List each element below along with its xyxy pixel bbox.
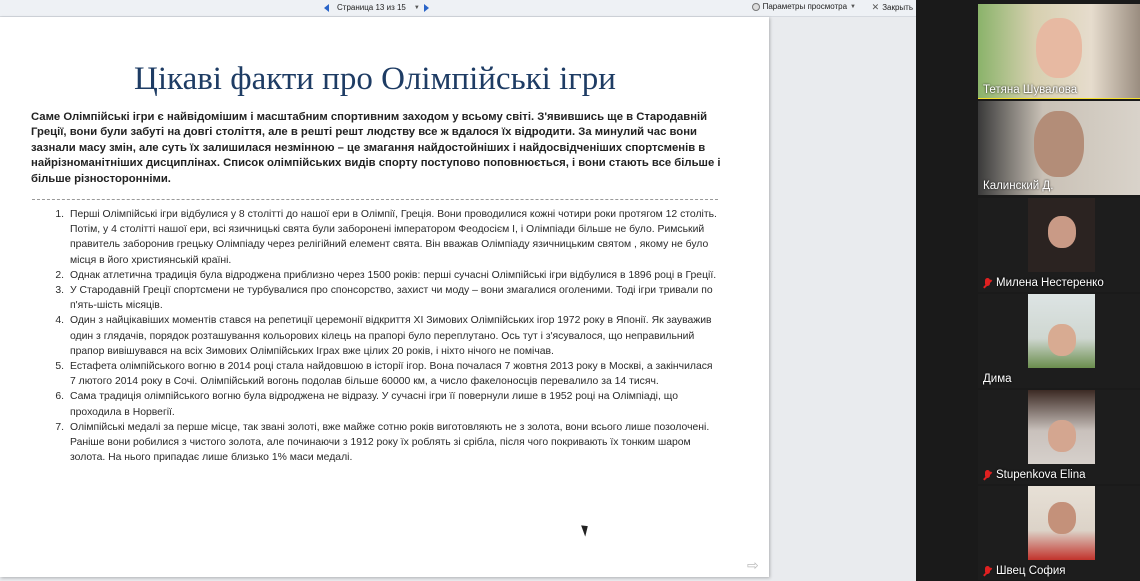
participant-name: Милена Нестеренко <box>996 277 1104 289</box>
list-item-text: У Стародавній Греції спортсмени не турбувалися про спонсорство, захист чи моду – вони змагалися оголеними. Тоді ігри тривали по п'ять-шість місяців. <box>70 285 713 312</box>
participant-name: Тетяна Шувалова <box>983 84 1078 96</box>
list-number: 1. <box>55 209 64 220</box>
view-options-button[interactable] <box>752 2 856 11</box>
list-number: 2. <box>55 269 64 281</box>
participant-video <box>1028 390 1095 464</box>
participant-tile[interactable] <box>978 294 1140 388</box>
chevron-down-icon[interactable]: ▼ <box>413 4 420 11</box>
participant-tile[interactable] <box>978 101 1140 195</box>
list-item-text: Естафета олімпійського вогню в 2014 році стала найдовшою в історії ігор. Вона почалася 7 жовтня 2013 року в Москві, а закінчилася 7 лютого 2014 року в Сочі. Олімпійський вогонь подолав більше 60000 км, а число факелоносців перевалило за 14 тисяч. <box>70 361 713 388</box>
list-item-text: Перші Олімпійські ігри відбулися у 8 столітті до нашої ери в Олімпії, Греція. Вони проводилися кожні чотири роки протягом 12 століть. Потім, у 4 столітті нашої ери, всі язичницькі свята були заборонені імператором Феодосієм I, і Олімпіади більше не було. Римський правитель заборонив грецьку Олімпіаду через релігійний елемент свята. Він вважав Олімпіаду язичницьким святом , якому не було місця в його християнській країні. <box>70 209 717 266</box>
participant-face <box>1048 216 1076 248</box>
participant-face <box>1048 502 1076 534</box>
list-item <box>34 313 720 359</box>
participant-name-row <box>983 277 1104 289</box>
list-number: 7. <box>55 421 64 433</box>
participant-name: Stupenkova Elina <box>996 469 1086 481</box>
facts-list <box>34 207 720 465</box>
list-number: 4. <box>55 315 64 327</box>
close-icon: ✕ <box>871 2 880 12</box>
view-options-label: Параметры просмотра <box>762 2 848 11</box>
next-page-icon[interactable] <box>424 4 429 12</box>
previous-page-icon[interactable] <box>324 4 329 12</box>
participant-tile[interactable] <box>978 4 1140 99</box>
participant-name: Калинский Д. <box>983 180 1054 192</box>
list-number: 3. <box>55 285 64 297</box>
chevron-down-icon: ▼ <box>850 3 856 10</box>
participant-name: Дима <box>983 373 1012 385</box>
slide-intro: Саме Олімпійські ігри є найвідомішим і масштабним спортивним заходом у всьому світі. З'явившись ще в Стародавній Греції, вони були забуті на довгі століття, але в решті решт людству все ж вдалося їх відродити. За минулий час вони зазнали масу змін, але суть їх залишилася незмінною – це змагання найдостойніших і найдосвідченіших спортсменів в найрізноманітніших дисциплінах. Список олімпійських видів спорту поступово поповнюється, і вони стають все більше і більше різносторонніми. <box>31 111 721 185</box>
participant-name-row <box>983 469 1086 481</box>
participant-face <box>1048 420 1076 452</box>
list-item <box>34 207 720 268</box>
mic-muted-icon <box>983 566 992 577</box>
participant-video <box>1028 198 1095 272</box>
gear-icon <box>752 3 760 11</box>
next-slide-arrow-icon[interactable]: ⇨ <box>747 557 759 573</box>
list-item <box>34 283 720 313</box>
participant-tile[interactable] <box>978 390 1140 484</box>
participant-name-row <box>983 565 1066 577</box>
participant-face <box>1036 18 1082 78</box>
video-gallery <box>916 0 1140 581</box>
page-indicator[interactable]: Страница 13 из 15 <box>337 3 406 12</box>
slide-page <box>0 17 769 577</box>
divider <box>32 199 718 200</box>
participant-name: Швец София <box>996 565 1066 577</box>
page-navigator <box>324 3 429 12</box>
list-item <box>34 420 720 466</box>
list-number: 6. <box>55 391 64 403</box>
list-number: 5. <box>55 361 64 373</box>
list-item <box>34 359 720 389</box>
mic-muted-icon <box>983 278 992 289</box>
close-button[interactable] <box>872 2 913 13</box>
participant-face <box>1034 111 1084 177</box>
list-item-text: Олімпійські медалі за перше місце, так звані золоті, вже майже сотню років виготовляють не з золота, вони всього лише позолочені. Раніше вони робилися з чистого золота, але починаючи з 1912 року їх роблять зі срібла, після чого покривають їх тонким шаром золота. На нього припадає лише близько 1% маси медалі. <box>70 421 710 464</box>
participant-video <box>1028 486 1095 560</box>
mic-muted-icon <box>983 470 992 481</box>
participant-tile[interactable] <box>978 486 1140 580</box>
list-item <box>34 389 720 419</box>
slide-title: Цікаві факти про Олімпійські ігри <box>134 61 616 97</box>
participant-face <box>1048 324 1076 356</box>
list-item-text: Один з найцікавіших моментів стався на репетиції церемонії відкриття XI Зимових Олімпійських ігор 1972 року в Японії. Як зауважив один з глядачів, порядок розташування кольорових кілець на прапорі було переплутано. Ось тут і з'ясувалося, що неправильний прапор вивішувався на всіх Зимових Олімпійських Іграх вже цілих 20 років, і ніхто нічого не помічав. <box>70 315 712 357</box>
close-label: Закрыть <box>882 3 913 12</box>
list-item-text: Однак атлетична традиція була відроджена приблизно через 1500 років: перші сучасні Олімпійські ігри відбулися в 1896 році в Греції. <box>70 269 717 281</box>
viewer-toolbar <box>0 0 916 17</box>
list-item <box>34 268 720 283</box>
participant-video <box>1028 294 1095 368</box>
participant-tile[interactable] <box>978 198 1140 292</box>
list-item-text: Сама традиція олімпійського вогню була відроджена не відразу. У сучасні ігри її повернули лише в 1952 році на Олімпіаді, що проходила в Норвегії. <box>70 391 678 418</box>
